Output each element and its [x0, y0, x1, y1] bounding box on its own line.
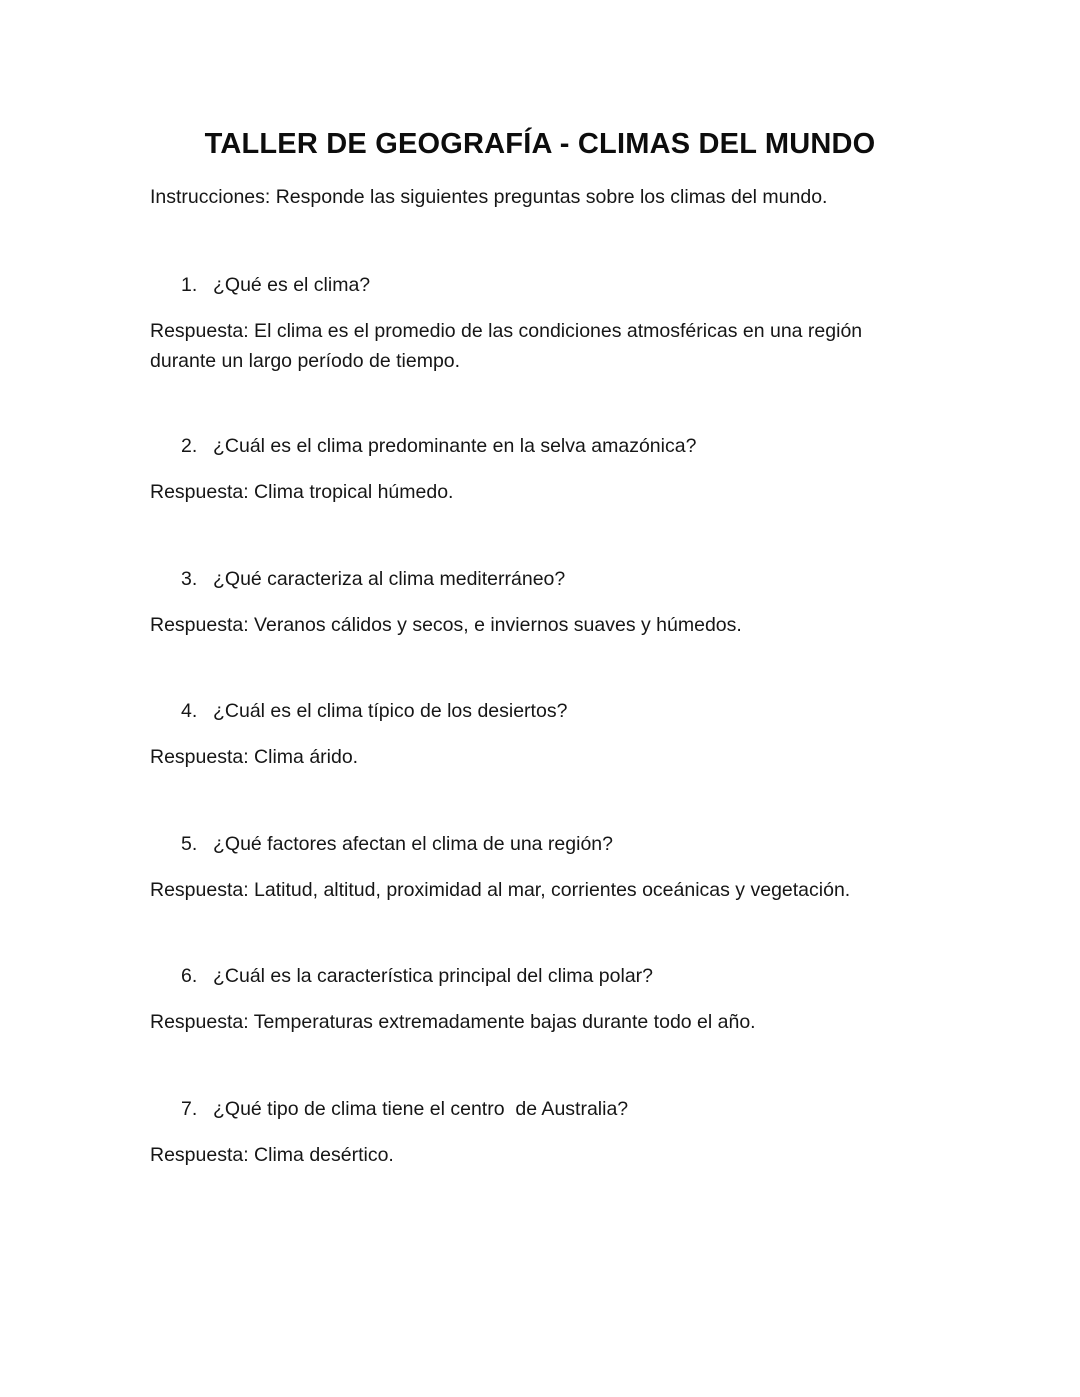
question-label: ¿Cuál es el clima predominante en la selva amazónica?	[213, 435, 697, 457]
question-number: 3.	[181, 568, 198, 590]
question-text	[181, 566, 565, 592]
question-text	[181, 698, 567, 724]
question-number: 1.	[181, 274, 198, 296]
document-title: TALLER DE GEOGRAFÍA - CLIMAS DEL MUNDO	[204, 128, 876, 160]
question-label: ¿Cuál es la característica principal del clima polar?	[213, 965, 654, 987]
question-number: 5.	[181, 833, 198, 855]
answer-text: Respuesta: Latitud, altitud, proximidad al mar, corrientes oceánicas y vegetación.	[150, 879, 851, 901]
answer-text: Respuesta: El clima es el promedio de las condiciones atmosféricas en una región durante un largo período de tiempo.	[150, 320, 863, 372]
question-label: ¿Qué factores afectan el clima de una región?	[213, 833, 613, 855]
instructions-text: Instrucciones: Responde las siguientes preguntas sobre los climas del mundo.	[150, 186, 828, 208]
answer-text: Respuesta: Clima tropical húmedo.	[150, 481, 454, 503]
question-text	[181, 1096, 628, 1122]
question-label: ¿Qué caracteriza al clima mediterráneo?	[213, 568, 566, 590]
question-label: ¿Qué es el clima?	[213, 274, 371, 296]
answer-text: Respuesta: Clima árido.	[150, 746, 359, 768]
answer-text: Respuesta: Temperaturas extremadamente bajas durante todo el año.	[150, 1011, 756, 1033]
question-number: 2.	[181, 435, 198, 457]
question-number: 4.	[181, 700, 198, 722]
answer-text: Respuesta: Veranos cálidos y secos, e inviernos suaves y húmedos.	[150, 614, 742, 636]
question-label: ¿Qué tipo de clima tiene el centro de Australia?	[213, 1098, 629, 1120]
question-text	[181, 272, 370, 298]
question-text	[181, 831, 613, 857]
question-number: 6.	[181, 965, 198, 987]
answer-text: Respuesta: Clima desértico.	[150, 1144, 394, 1166]
question-text	[181, 433, 696, 459]
question-number: 7.	[181, 1098, 198, 1120]
question-label: ¿Cuál es el clima típico de los desiertos?	[213, 700, 568, 722]
question-text	[181, 963, 653, 989]
